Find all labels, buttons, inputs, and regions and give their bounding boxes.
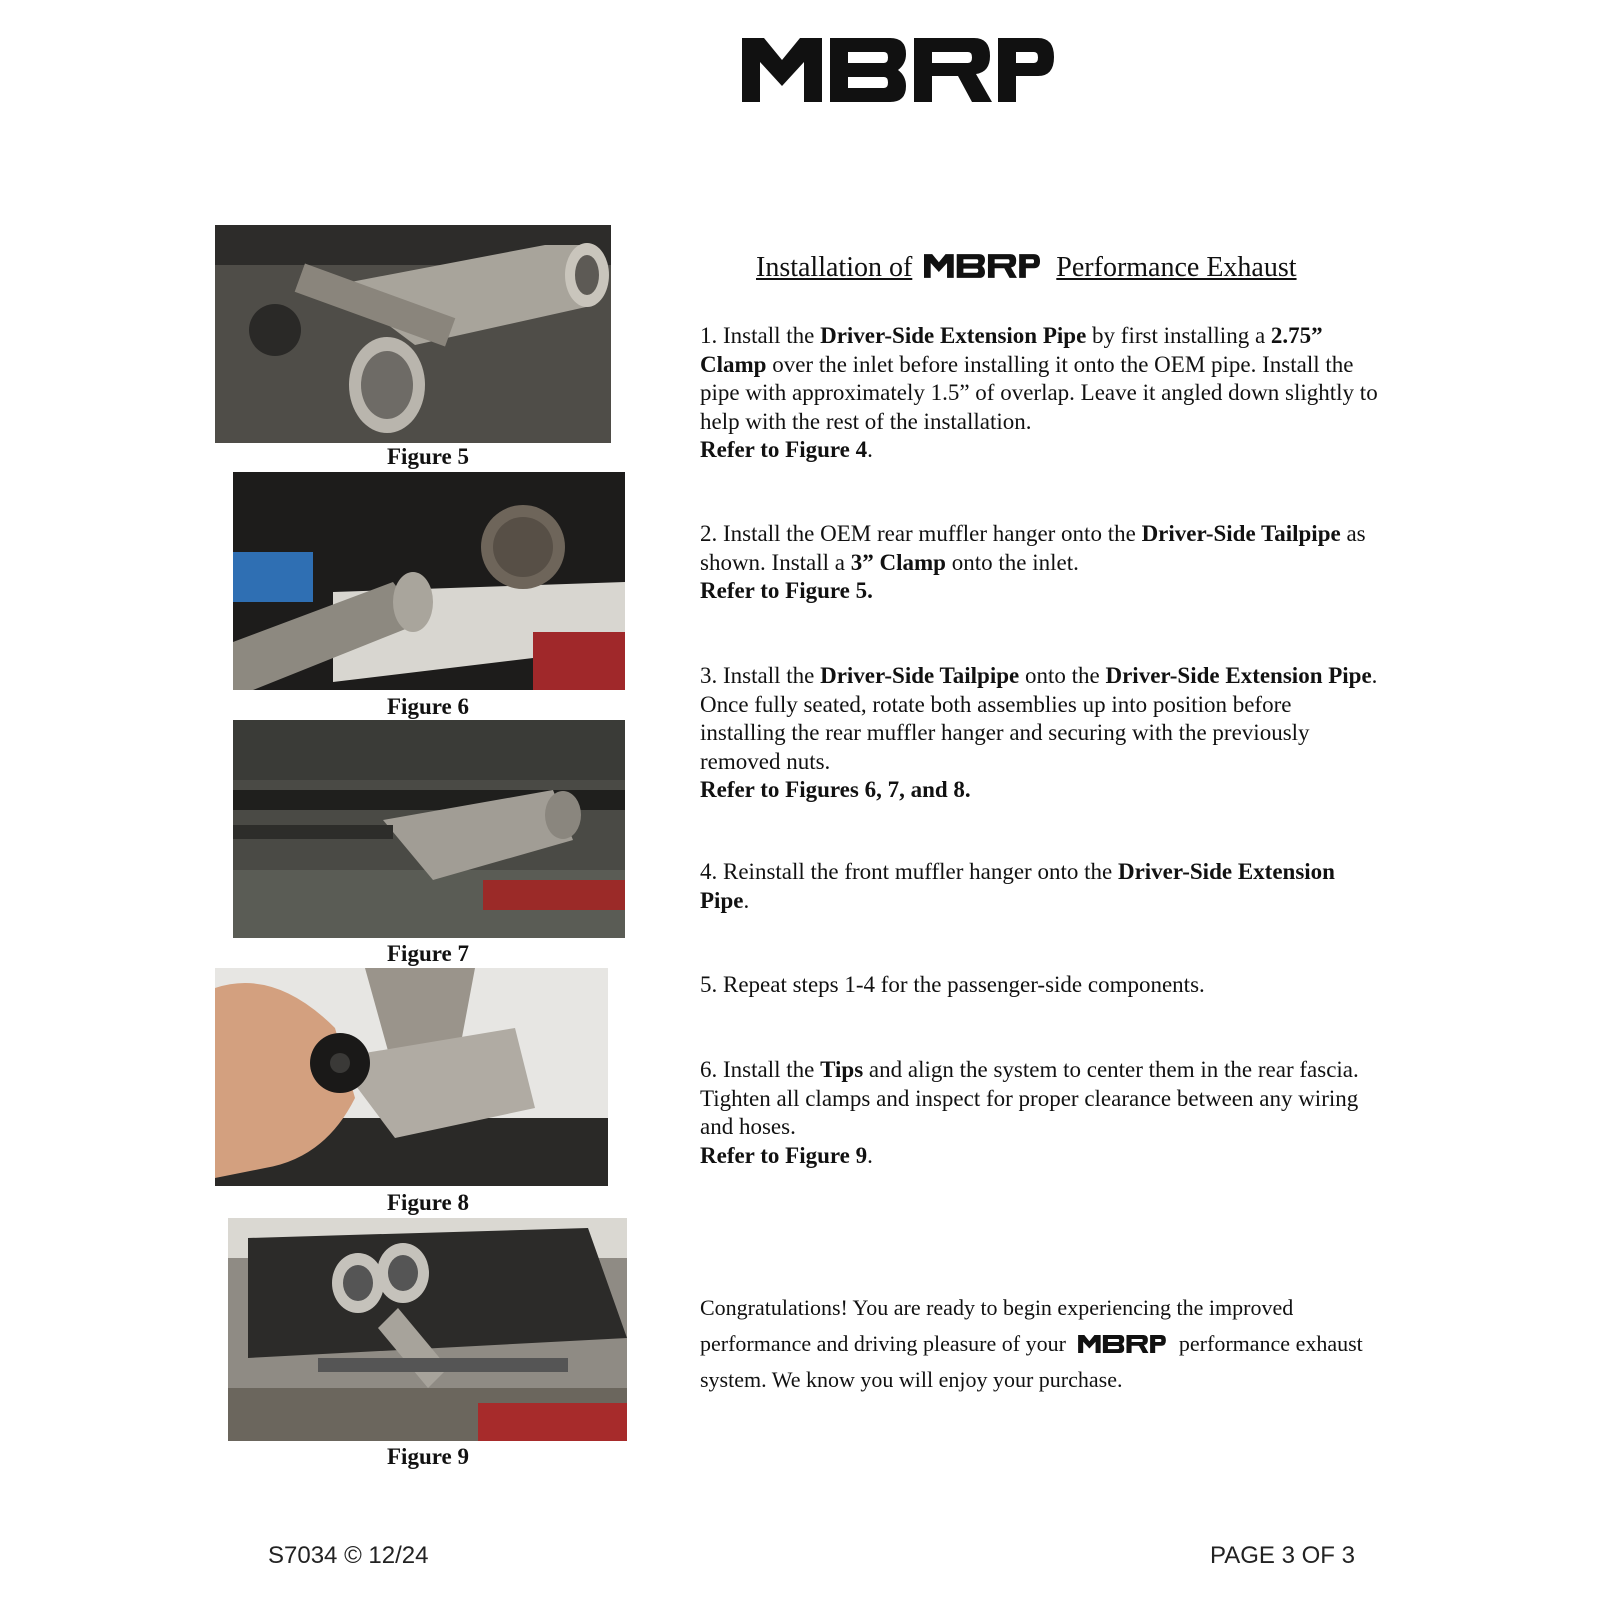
step-2-ref: Refer to Figure 5.	[700, 578, 873, 603]
congrats-text-a: Congratulations! You are ready to begin experiencing the improved performance and driving pleasure of your	[700, 1295, 1294, 1356]
figure-6-photo	[233, 472, 625, 690]
step-2	[700, 520, 1380, 606]
step-2-text-a: 2. Install the OEM rear muffler hanger onto the	[700, 521, 1142, 546]
step-6-text-c: and align the system to center them in the rear fascia. Tighten all clamps and inspect for proper clearance between any wiring and hoses.	[700, 1057, 1359, 1139]
heading-brand-logo	[924, 254, 1040, 278]
step-5-text-a: 5. Repeat steps 1-4 for the passenger-side components.	[700, 972, 1205, 997]
footer-page-number: PAGE 3 OF 3	[1210, 1542, 1355, 1569]
step-1-end: .	[867, 437, 873, 462]
step-4	[700, 858, 1380, 915]
step-5	[700, 971, 1380, 1000]
step-1-ref: Refer to Figure 4	[700, 437, 868, 462]
figure-5-photo	[215, 225, 611, 443]
step-2-bold-b: Driver-Side Tailpipe	[1141, 521, 1341, 546]
step-6-end: .	[867, 1142, 873, 1168]
step-4-end: .	[743, 887, 750, 913]
step-2-bold-d: 3” Clamp	[850, 549, 946, 575]
step-2-text-e: onto the inlet.	[945, 549, 1079, 575]
step-6-text-a: 6. Install the	[700, 1057, 821, 1082]
congrats-brand-logo	[1075, 1328, 1169, 1346]
congrats-paragraph	[700, 1290, 1400, 1398]
step-3-ref: Refer to Figures 6, 7, and 8.	[700, 777, 971, 802]
heading-prefix: Installation of	[756, 252, 913, 283]
step-1-bold-b: Driver-Side Extension Pipe	[820, 323, 1087, 348]
figure-9-caption: Figure 9	[387, 1444, 469, 1469]
step-1-text-e: over the inlet before installing it onto the OEM pipe. Install the pipe with approximately 1.5” of overlap. Leave it angled down slightly to help with the rest of the installation.	[700, 351, 1378, 434]
step-3-bold-d: Driver-Side Extension Pipe	[1105, 663, 1372, 688]
figure-7-photo	[233, 720, 625, 938]
step-1	[700, 322, 1380, 465]
step-2-text-c: as shown. Install a	[700, 521, 1366, 575]
figure-6-caption: Figure 6	[387, 694, 469, 719]
figure-8-caption: Figure 8	[387, 1190, 469, 1215]
step-3	[700, 662, 1380, 805]
step-1-bold-d: 2.75” Clamp	[700, 323, 1323, 377]
brand-logo	[742, 38, 1054, 102]
step-4-bold-b: Driver-Side Extension Pipe	[700, 859, 1335, 913]
step-3-text-a: 3. Install the	[700, 663, 821, 688]
step-3-bold-b: Driver-Side Tailpipe	[820, 663, 1020, 688]
figure-7-caption: Figure 7	[387, 941, 469, 966]
congrats-text-b: performance exhaust system. We know you will enjoy your purchase.	[700, 1331, 1363, 1392]
section-heading	[756, 252, 1297, 284]
figure-9-photo	[228, 1218, 627, 1441]
figure-8-photo	[215, 968, 608, 1186]
step-3-text-c: onto the	[1019, 663, 1106, 688]
step-4-text-a: 4. Reinstall the front muffler hanger onto the	[700, 859, 1118, 884]
step-6-bold-b: Tips	[820, 1057, 864, 1082]
step-3-text-e: . Once fully seated, rotate both assemblies up into position before installing the rear muffler hanger and securing with the previously removed nuts.	[700, 663, 1378, 774]
step-6	[700, 1056, 1380, 1170]
step-6-ref: Refer to Figure 9	[700, 1142, 868, 1168]
footer-doc-code: S7034 © 12/24	[268, 1542, 429, 1569]
figure-5-caption: Figure 5	[387, 444, 469, 469]
heading-suffix: Performance Exhaust	[1056, 252, 1297, 283]
step-1-text-a: 1. Install the	[700, 323, 821, 348]
step-1-text-c: by first installing a	[1086, 323, 1271, 348]
